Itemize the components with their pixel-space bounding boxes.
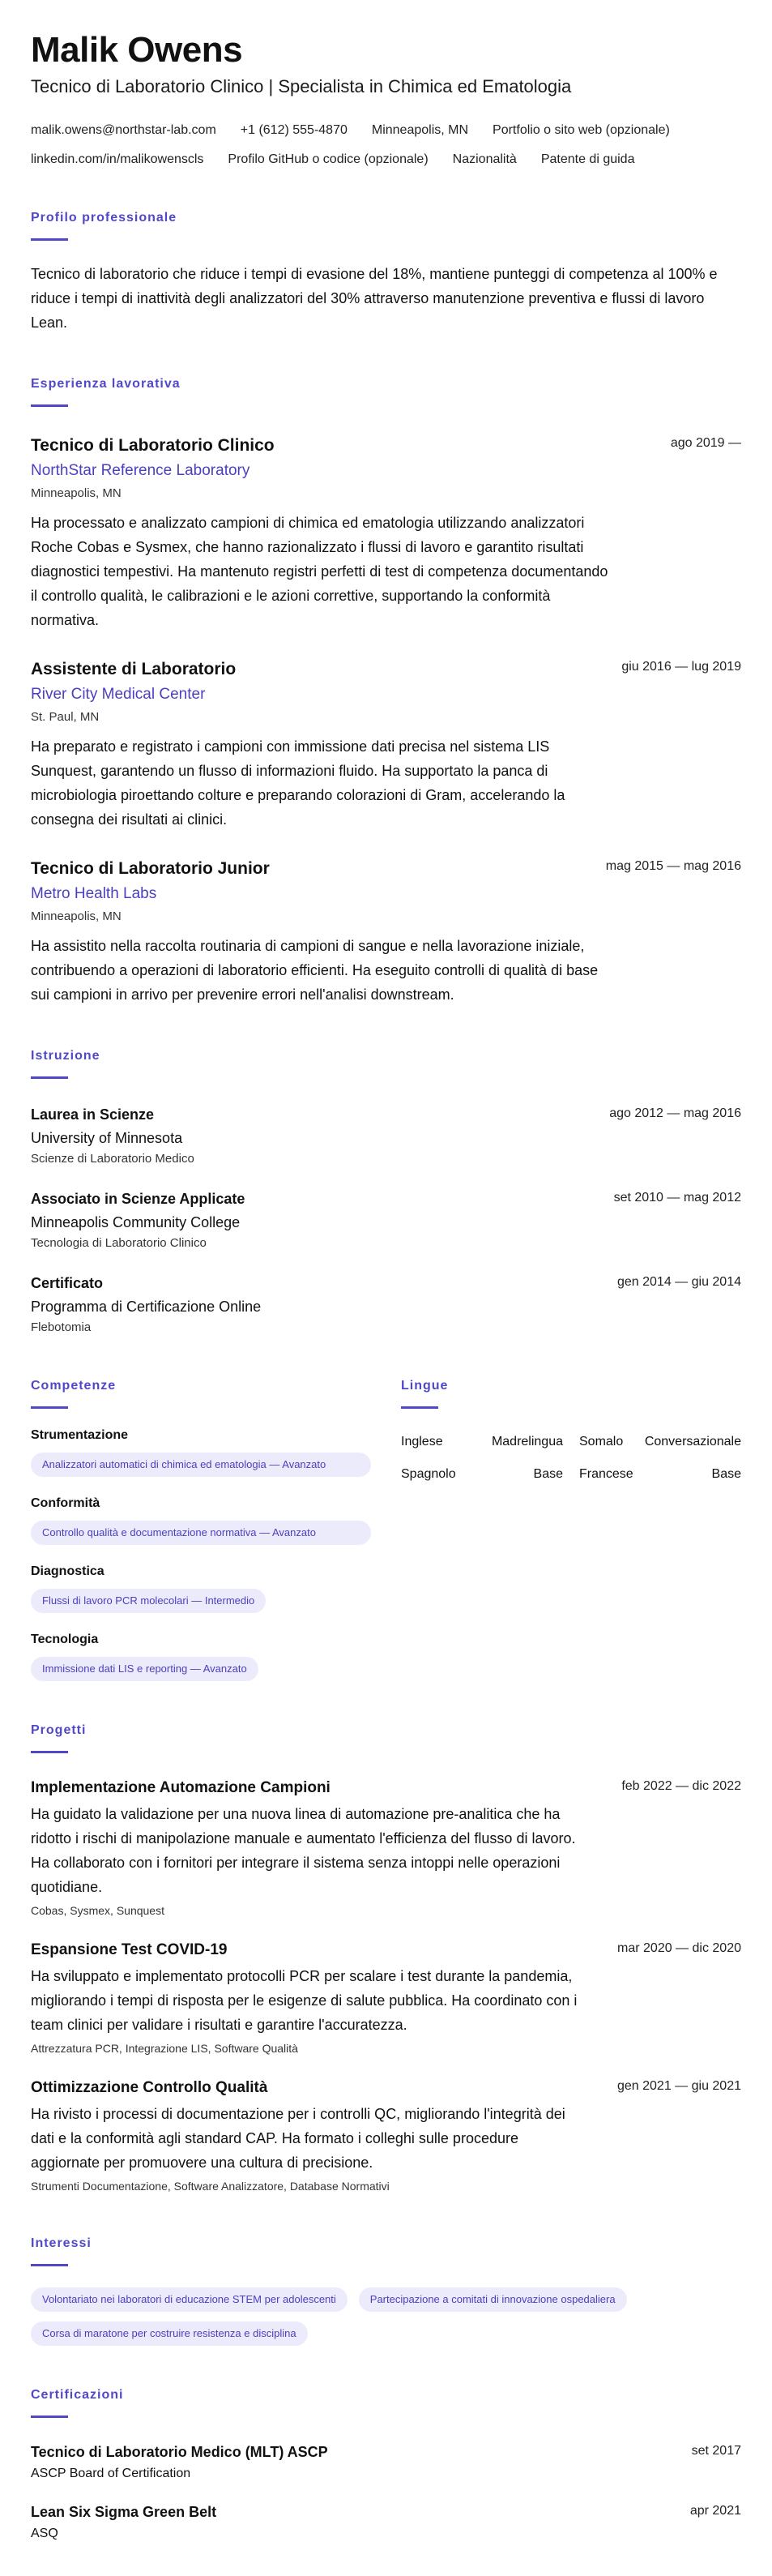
- section-title: Interessi: [31, 2236, 92, 2250]
- skill-category: [31, 1427, 371, 1477]
- job-entry: [31, 658, 741, 832]
- job-entry: [31, 858, 741, 1007]
- languages-column: [401, 1377, 741, 1681]
- project-dates: gen 2021 — giu 2021: [616, 2079, 741, 2093]
- job-dates: ago 2019 —: [670, 436, 741, 450]
- language-name: Francese: [579, 1467, 633, 1481]
- experience-section: [31, 375, 741, 1007]
- skill-tag: Controllo qualità e documentazione normativa — Avanzato: [31, 1521, 371, 1545]
- section-title: Progetti: [31, 1723, 87, 1737]
- job-company: Metro Health Labs: [31, 885, 157, 902]
- skill-category-name: Tecnologia: [31, 1632, 99, 1646]
- job-location: Minneapolis, MN: [31, 486, 122, 500]
- project-list: [31, 1778, 741, 2194]
- section-divider: [31, 2416, 68, 2418]
- interest-tag: Volontariato nei laboratori di educazione STEM per adolescenti: [31, 2287, 348, 2312]
- job-dates: giu 2016 — lug 2019: [621, 660, 741, 674]
- education-list: [31, 1105, 741, 1337]
- contact-location: Minneapolis, MN: [371, 123, 469, 137]
- section-divider: [31, 404, 68, 407]
- skill-category-name: Conformità: [31, 1496, 100, 1510]
- certification-issuer: ASCP Board of Certification: [31, 2467, 191, 2480]
- education-entry: [31, 1273, 741, 1337]
- section-title: Lingue: [401, 1379, 449, 1393]
- job-location: Minneapolis, MN: [31, 909, 122, 923]
- candidate-name: Malik Owens: [31, 30, 243, 70]
- language-item: [401, 1466, 563, 1483]
- certification-list: [31, 2442, 741, 2543]
- section-divider: [31, 1751, 68, 1753]
- project-title: Ottimizzazione Controllo Qualità: [31, 2079, 268, 2096]
- certification-date: apr 2021: [689, 2504, 741, 2518]
- education-field: Scienze di Laboratorio Medico: [31, 1152, 194, 1166]
- language-level: Conversazionale: [644, 1435, 741, 1448]
- education-entry: [31, 1105, 741, 1168]
- interest-tag: Partecipazione a comitati di innovazione ospedaliera: [359, 2287, 627, 2312]
- language-item: [401, 1433, 563, 1451]
- skill-tag: Flussi di lavoro PCR molecolari — Intermedio: [31, 1589, 266, 1613]
- job-title: Tecnico di Laboratorio Junior: [31, 859, 270, 878]
- job-entry: [31, 434, 741, 632]
- language-name: Inglese: [401, 1435, 443, 1448]
- language-item: [579, 1466, 741, 1483]
- language-level: Madrelingua: [491, 1435, 563, 1448]
- contact-list: [31, 122, 744, 169]
- resume-header: [31, 29, 741, 169]
- language-name: Spagnolo: [401, 1467, 456, 1481]
- project-dates: mar 2020 — dic 2020: [617, 1941, 741, 1955]
- project-title: Espansione Test COVID-19: [31, 1941, 228, 1958]
- job-description: Ha preparato e registrato i campioni con immissione dati precisa nel sistema LIS Sunquest, garantendo un flusso di informazioni fluido. Ha supportato la panca di microbiologia piroettando colture e preparando colorazioni di Gram, accelerando la consegna dei risultati ai clinici.: [31, 738, 565, 828]
- project-dates: feb 2022 — dic 2022: [621, 1779, 741, 1793]
- section-divider: [401, 1406, 438, 1409]
- language-list: [401, 1433, 741, 1483]
- section-divider: [31, 2264, 68, 2266]
- projects-section: [31, 1722, 741, 2194]
- skills-languages-section: [31, 1377, 741, 1681]
- skills-column: [31, 1377, 371, 1681]
- certification-issuer: ASQ: [31, 2527, 58, 2540]
- education-school: Minneapolis Community College: [31, 1214, 241, 1230]
- education-school: Programma di Certificazione Online: [31, 1299, 262, 1315]
- project-entry: [31, 2077, 741, 2194]
- education-dates: ago 2012 — mag 2016: [609, 1106, 741, 1120]
- contact-github[interactable]: Profilo GitHub o codice (opzionale): [228, 152, 429, 166]
- language-name: Somalo: [579, 1435, 624, 1448]
- certification-date: set 2017: [691, 2444, 741, 2458]
- job-list: [31, 434, 741, 1007]
- job-description: Ha assistito nella raccolta routinaria di campioni di sangue e nella lavorazione iniziale, contribuendo a operazioni di laboratorio efficienti. Ha eseguito controlli di qualità di base sui campioni in arrivo per prevenire errori nell'analisi downstream.: [31, 938, 599, 1003]
- contact-driving-license: Patente di guida: [540, 152, 635, 166]
- project-description: Ha sviluppato e implementato protocolli PCR per scalare i test durante la pandemia, migliorando i tempi di risposta per le esigenze di salute pubblica. Ha coordinato con i team clinici per validare i risultati e garantire l'accuratezza.: [31, 1968, 578, 2033]
- summary-text: Tecnico di laboratorio che riduce i tempi di evasione del 18%, mantiene punteggi di competenza al 100% e riduce i tempi di inattività degli analizzatori del 30% attraverso manutenzione preventiva e flussi di lavoro Lean.: [31, 266, 718, 331]
- certification-name: Lean Six Sigma Green Belt: [31, 2504, 217, 2520]
- certification-entry: [31, 2442, 741, 2483]
- section-divider: [31, 1406, 68, 1409]
- skill-category: [31, 1563, 371, 1613]
- education-degree: Laurea in Scienze: [31, 1106, 155, 1123]
- contact-linkedin[interactable]: linkedin.com/in/malikowenscls: [31, 152, 204, 166]
- contact-portfolio[interactable]: Portfolio o sito web (opzionale): [493, 123, 670, 137]
- skill-category: [31, 1631, 371, 1681]
- job-company: River City Medical Center: [31, 686, 206, 703]
- skill-category-name: Strumentazione: [31, 1428, 129, 1442]
- interests-section: [31, 2235, 741, 2346]
- contact-email[interactable]: malik.owens@northstar-lab.com: [31, 123, 216, 137]
- language-level: Base: [533, 1467, 563, 1481]
- education-dates: gen 2014 — giu 2014: [616, 1275, 741, 1289]
- section-title: Certificazioni: [31, 2388, 124, 2402]
- section-title: Profilo professionale: [31, 211, 177, 225]
- section-title: Istruzione: [31, 1049, 100, 1063]
- job-dates: mag 2015 — mag 2016: [605, 859, 741, 873]
- interest-tag: Corsa di maratone per costruire resistenza e disciplina: [31, 2321, 308, 2346]
- education-field: Flebotomia: [31, 1320, 92, 1334]
- contact-phone[interactable]: +1 (612) 555-4870: [240, 123, 348, 137]
- language-level: Base: [711, 1467, 741, 1481]
- project-description: Ha rivisto i processi di documentazione per i controlli QC, migliorando l'integrità dei dati e la conformità agli standard CAP. Ha formato i colleghi sulle procedure aggiornate per promuovere una cultura di precisione.: [31, 2106, 565, 2171]
- project-technologies: Cobas, Sysmex, Sunquest: [31, 1904, 164, 1917]
- project-technologies: Attrezzatura PCR, Integrazione LIS, Software Qualità: [31, 2042, 298, 2055]
- certifications-section: [31, 2386, 741, 2543]
- section-title: Esperienza lavorativa: [31, 377, 181, 391]
- job-title: Tecnico di Laboratorio Clinico: [31, 436, 275, 455]
- education-degree: Certificato: [31, 1275, 104, 1291]
- education-dates: set 2010 — mag 2012: [613, 1191, 741, 1205]
- certification-name: Tecnico di Laboratorio Medico (MLT) ASCP: [31, 2444, 328, 2460]
- skill-tag: Immissione dati LIS e reporting — Avanzato: [31, 1657, 258, 1681]
- education-school: University of Minnesota: [31, 1130, 183, 1146]
- education-section: [31, 1047, 741, 1337]
- section-divider: [31, 1076, 68, 1079]
- education-degree: Associato in Scienze Applicate: [31, 1191, 245, 1207]
- job-title: Assistente di Laboratorio: [31, 660, 237, 678]
- education-field: Tecnologia di Laboratorio Clinico: [31, 1236, 207, 1250]
- job-location: St. Paul, MN: [31, 710, 100, 724]
- skill-tag: Analizzatori automatici di chimica ed ematologia — Avanzato: [31, 1453, 371, 1477]
- project-description: Ha guidato la validazione per una nuova linea di automazione pre-analitica che ha ridotto i rischi di manipolazione manuale e aumentato l'efficienza del flusso di lavoro. Ha collaborato con i fornitori per integrare il sistema senza intoppi nelle operazioni quotidiane.: [31, 1806, 576, 1895]
- job-company: NorthStar Reference Laboratory: [31, 462, 250, 479]
- summary-section: [31, 209, 741, 335]
- job-description: Ha processato e analizzato campioni di chimica ed ematologia utilizzando analizzatori Roche Cobas e Sysmex, che hanno razionalizzato i flussi di lavoro e garantito risultati diagnostici tempestivi. Ha mantenuto registri perfetti di test di competenza documentando il controllo qualità, le calibrazioni e le azioni correttive, supportando la conformità normativa.: [31, 515, 608, 628]
- education-entry: [31, 1189, 741, 1252]
- language-item: [579, 1433, 741, 1451]
- interest-list: [31, 2287, 744, 2346]
- project-entry: [31, 1940, 741, 2056]
- section-divider: [31, 238, 68, 241]
- skill-category-name: Diagnostica: [31, 1564, 104, 1578]
- contact-nationality: Nazionalità: [452, 152, 517, 166]
- project-title: Implementazione Automazione Campioni: [31, 1779, 331, 1796]
- section-title: Competenze: [31, 1379, 117, 1393]
- candidate-headline: Tecnico di Laboratorio Clinico | Specialista in Chimica ed Ematologia: [31, 76, 572, 96]
- certification-entry: [31, 2502, 741, 2543]
- project-entry: [31, 1778, 741, 1919]
- skill-category: [31, 1495, 371, 1545]
- project-technologies: Strumenti Documentazione, Software Analizzatore, Database Normativi: [31, 2180, 390, 2193]
